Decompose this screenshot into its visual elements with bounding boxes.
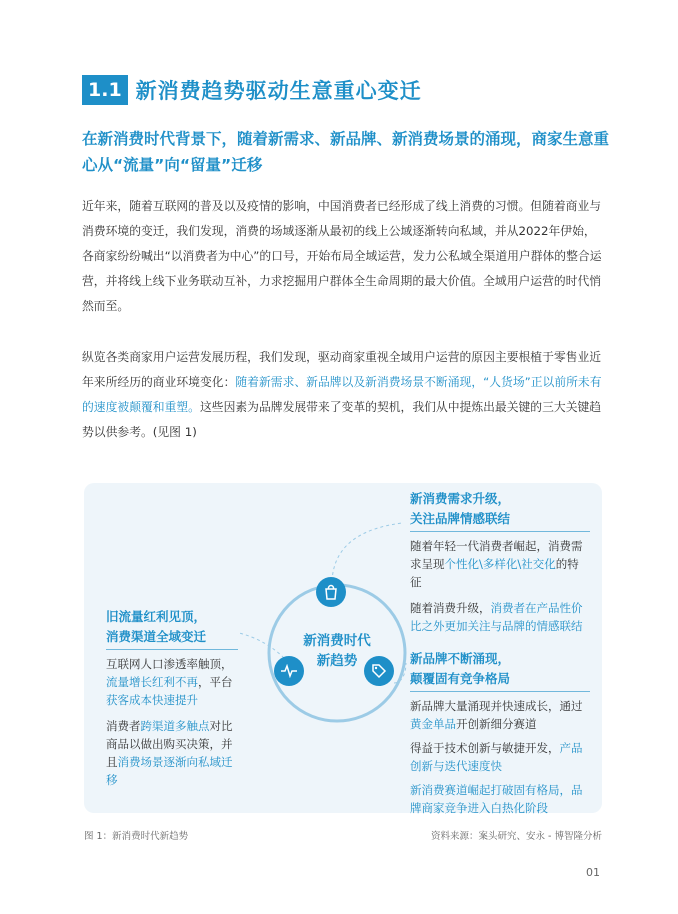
trend-text-traffic-1: 互联网人口渗透率触顶，流量增长红利不再，平台获客成本快速提升 bbox=[106, 657, 233, 707]
center-label-line1: 新消费时代 bbox=[303, 633, 371, 649]
trend-block-traffic bbox=[106, 607, 238, 789]
section-header bbox=[82, 75, 422, 105]
figure-caption: 图 1：新消费时代新趋势 bbox=[84, 831, 189, 842]
paragraph-1: 近年来，随着互联网的普及以及疫情的影响，中国消费者已经形成了线上消费的习惯。但随着商业与消费环境的变迁，我们发现，消费的场域逐渐从最初的线上公域逐渐转向私域，并从2022年伊始，各商家纷纷喊出“以消费者为中心”的口号，开始布局全域运营，发力公私域全渠道用户群体的整合运营，并将线上线下业务联动互补，力求挖掘用户群体全生命周期的最大价值。全域用户运营的时代悄然而至。 bbox=[82, 199, 602, 313]
subheading: 在新消费时代背景下，随着新需求、新品牌、新消费场景的涌现，商家生意重心从“流量”向“留量”迁移 bbox=[82, 130, 610, 174]
trend-title-brand-2: 颠覆固有竞争格局 bbox=[410, 671, 511, 686]
trend-text-traffic-2: 消费者跨渠道多触点对比商品以做出购买决策，并且消费场景逐渐向私域迁移 bbox=[106, 719, 233, 787]
source-note: 资料来源：案头研究、安永 - 博智隆分析 bbox=[431, 831, 602, 842]
trend-text-demand-2: 随着消费升级，消费者在产品性价比之外更加关注与品牌的情感联结 bbox=[410, 601, 583, 633]
center-label bbox=[292, 631, 382, 671]
trend-title-traffic-1: 旧流量红利见顶， bbox=[106, 609, 207, 624]
center-label-line2: 新趋势 bbox=[316, 653, 358, 669]
trend-title-traffic-2: 消费渠道全域变迁 bbox=[106, 629, 207, 644]
trend-text-demand-1: 随着年轻一代消费者崛起，消费需求呈现个性化\多样化\社交化的特征 bbox=[410, 539, 583, 589]
trend-block-demand bbox=[410, 489, 590, 635]
divider bbox=[106, 649, 238, 650]
connector-top bbox=[332, 523, 402, 581]
trend-title-brand-1: 新品牌不断涌现， bbox=[410, 651, 511, 666]
paragraph-2-highlight: 随着新需求、新品牌以及新消费场景不断涌现，“人货场”正以前所未有的速度被颠覆和重塑。 bbox=[82, 375, 602, 414]
trend-figure bbox=[84, 483, 602, 813]
paragraph-2-text: 纵览各类商家用户运营发展历程，我们发现，驱动商家重视全域用户运营的原因主要根植于零售业近年来所经历的商业环境变化： bbox=[82, 350, 602, 389]
trend-text-brand-3: 新消费赛道崛起打破固有格局，品牌商家竞争进入白热化阶段 bbox=[410, 783, 583, 815]
section-title: 新消费趋势驱动生意重心变迁 bbox=[135, 79, 422, 103]
trend-text-brand-1: 新品牌大量涌现并快速成长，通过黄金单品开创新细分赛道 bbox=[410, 699, 583, 731]
page-number: 01 bbox=[586, 866, 600, 879]
connector-left bbox=[239, 633, 284, 658]
paragraph-2 bbox=[82, 345, 602, 445]
divider bbox=[410, 691, 590, 692]
trend-text-brand-2: 得益于技术创新与敏捷开发，产品创新与迭代速度快 bbox=[410, 741, 583, 773]
trend-block-brand bbox=[410, 649, 590, 817]
divider bbox=[410, 531, 590, 532]
trend-title-demand-2: 关注品牌情感联结 bbox=[410, 511, 511, 526]
trend-title-demand-1: 新消费需求升级， bbox=[410, 491, 511, 506]
shopping-bag-icon bbox=[316, 577, 346, 607]
paragraph-2-text-end: 这些因素为品牌发展带来了变革的契机，我们从中提炼出最关键的三大关键趋势以供参考。(见图 1) bbox=[82, 400, 602, 439]
section-number: 1.1 bbox=[82, 75, 128, 105]
